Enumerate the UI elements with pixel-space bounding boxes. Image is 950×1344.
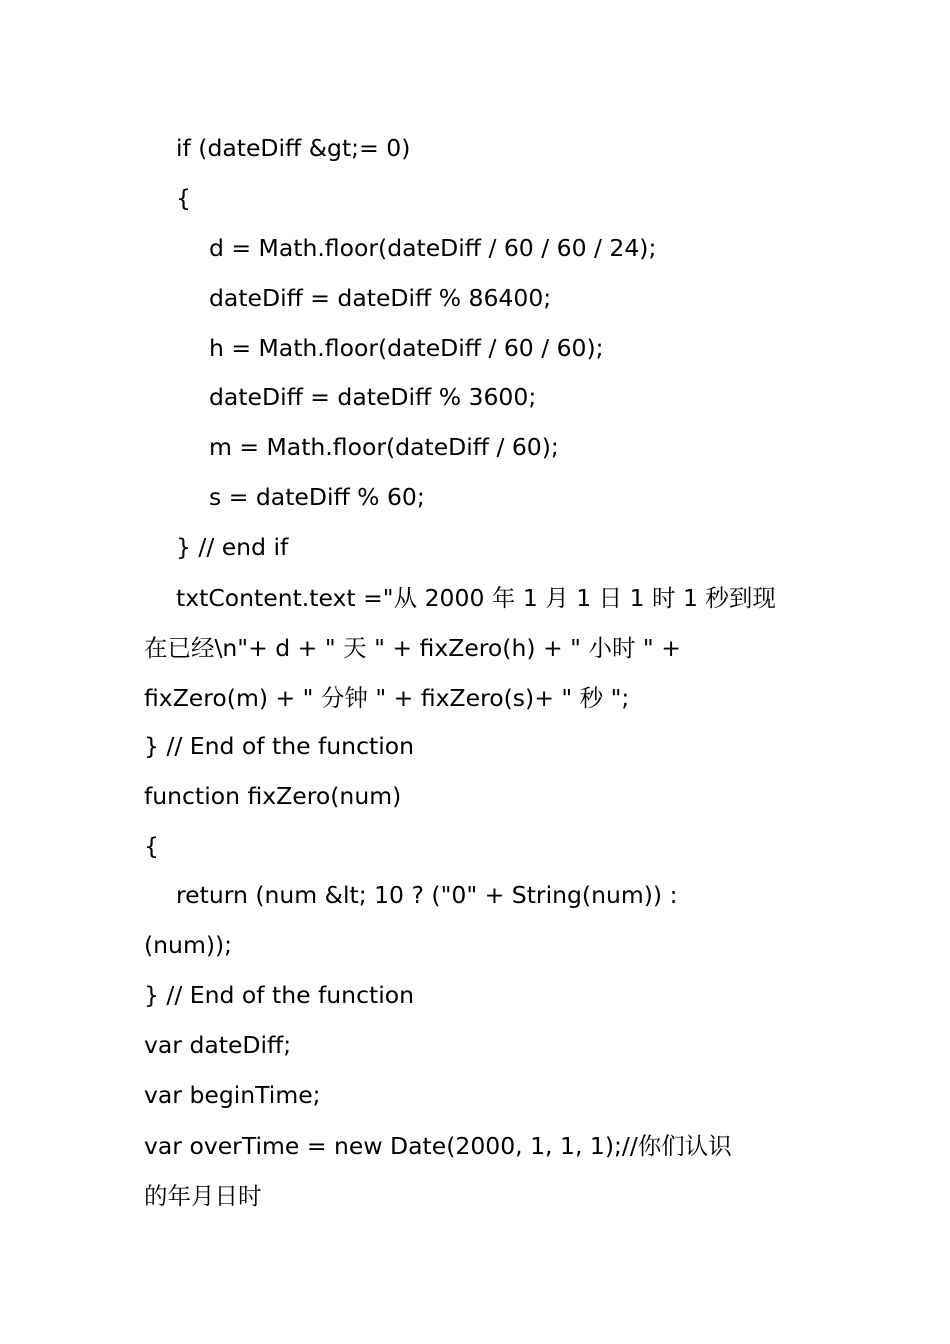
code-line: } // End of the function [144, 981, 415, 1009]
code-line: var overTime = new Date(2000, 1, 1, 1);//你们认识 [144, 1132, 732, 1160]
code-line: { [176, 184, 191, 212]
code-line: (num)); [144, 931, 233, 959]
code-line: var beginTime; [144, 1081, 321, 1109]
code-line: s = dateDiff % 60; [209, 483, 425, 511]
code-line: { [144, 832, 159, 860]
code-line: txtContent.text ="从 2000 年 1 月 1 日 1 时 1 秒到现 [176, 584, 776, 612]
code-line: var dateDiff; [144, 1031, 292, 1059]
code-line: 的年月日时 [144, 1182, 262, 1210]
code-line: d = Math.floor(dateDiff / 60 / 60 / 24); [209, 234, 657, 262]
code-line: fixZero(m) + " 分钟 " + fixZero(s)+ " 秒 "; [144, 684, 630, 712]
code-line: m = Math.floor(dateDiff / 60); [209, 433, 559, 461]
code-line: } // End of the function [144, 732, 415, 760]
code-line: } // end if [176, 533, 289, 561]
code-line: if (dateDiff &gt;= 0) [176, 134, 411, 162]
code-line: 在已经\n"+ d + " 天 " + fixZero(h) + " 小时 " + [144, 634, 681, 662]
code-line: return (num &lt; 10 ? ("0" + String(num)) : [176, 881, 678, 909]
code-line: dateDiff = dateDiff % 3600; [209, 383, 537, 411]
code-line: dateDiff = dateDiff % 86400; [209, 284, 552, 312]
code-line: h = Math.floor(dateDiff / 60 / 60); [209, 334, 604, 362]
code-line: function fixZero(num) [144, 782, 402, 810]
